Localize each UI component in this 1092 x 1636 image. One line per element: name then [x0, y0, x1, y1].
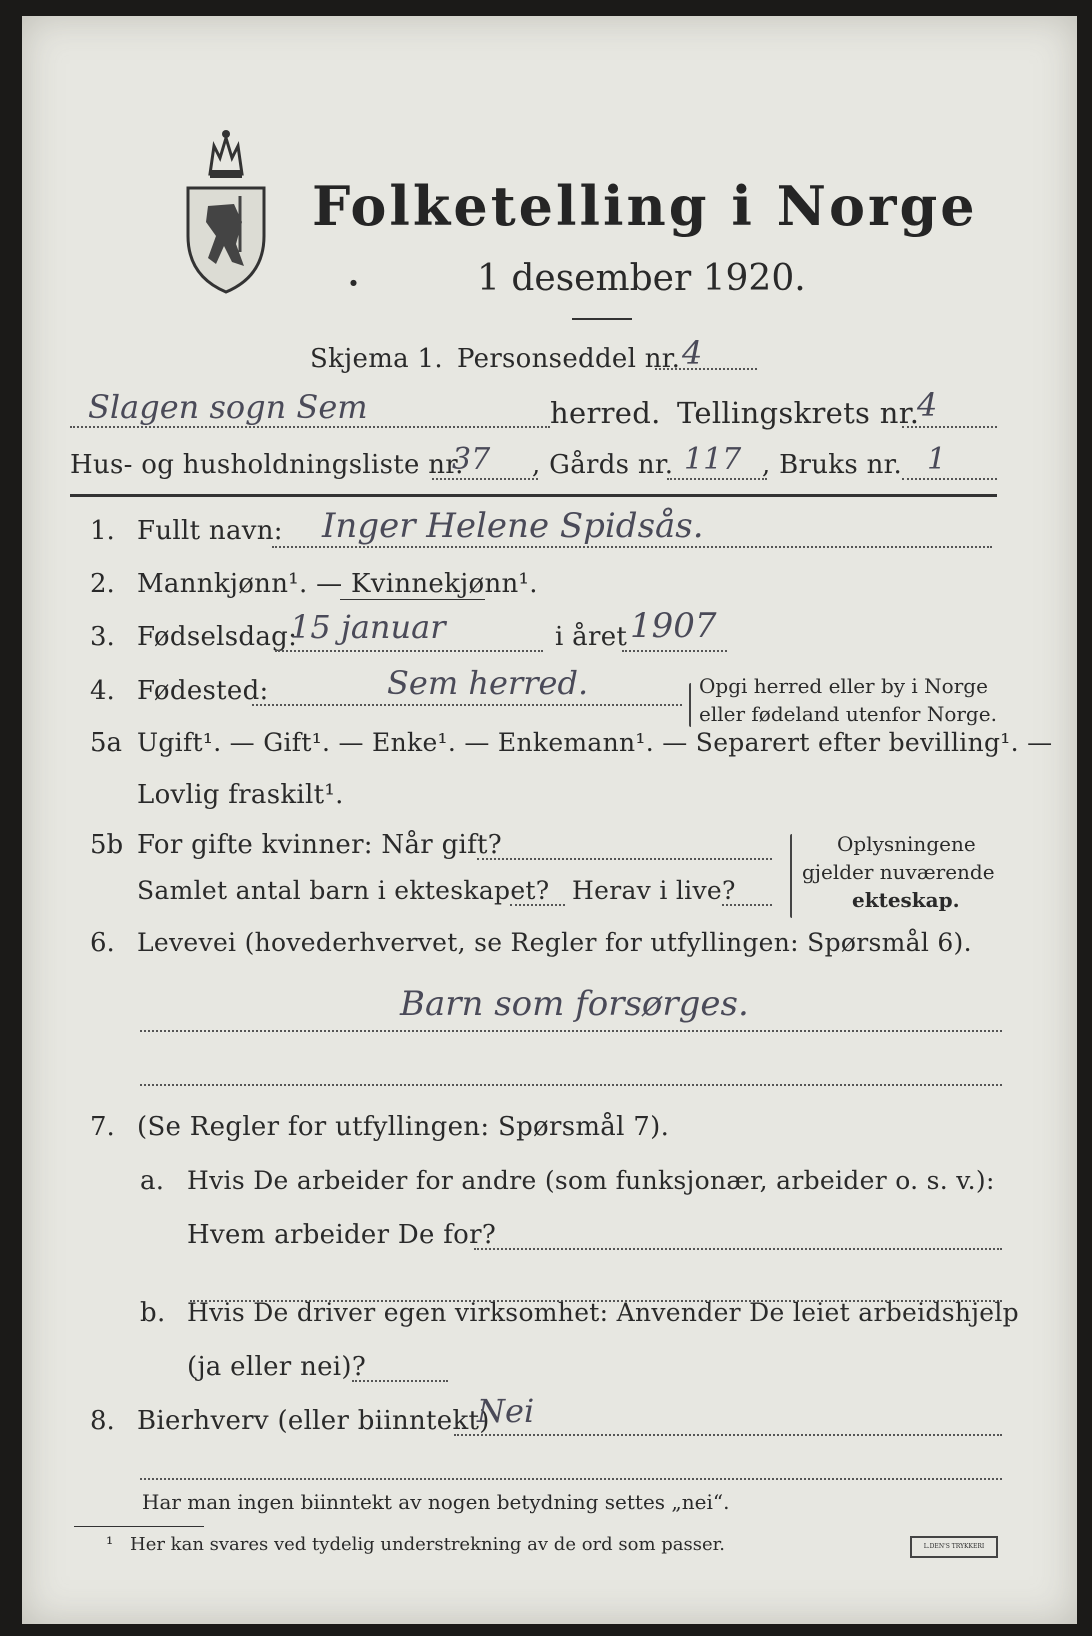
- census-date: 1 desember 1920.: [477, 258, 806, 299]
- occupation-value: Barn som forsørges.: [400, 984, 749, 1024]
- gards-label: , Gårds nr.: [532, 450, 674, 480]
- header-rule: [70, 494, 997, 497]
- bruks-value: 1: [927, 442, 947, 477]
- side-income-note: Har man ingen biinntekt av nogen betydning settes „nei“.: [142, 1490, 730, 1514]
- employer-question: Hvis De arbeider for andre (som funksjonær, arbeider o. s. v.):: [187, 1166, 995, 1195]
- footnote-rule: [74, 1526, 204, 1527]
- full-name-label: Fullt navn:: [137, 516, 283, 546]
- schema-label: Skjema 1.: [310, 344, 443, 374]
- form-title: Folketelling i Norge: [312, 174, 978, 238]
- title-divider: [572, 318, 632, 320]
- hired-help-label: (ja eller nei)?: [187, 1352, 367, 1382]
- gender-options: Mannkjønn¹. — Kvinnekjønn¹.: [137, 569, 538, 599]
- herred-value: Slagen sogn Sem: [88, 388, 368, 426]
- children-label: Samlet antal barn i ekteskapet?: [137, 876, 550, 905]
- year-label: i året: [555, 622, 628, 652]
- marital-status-divorced: Lovlig fraskilt¹.: [137, 780, 344, 810]
- herred-label: herred.: [550, 396, 661, 430]
- printer-stamp: L.DEN'S TRYKKERI: [910, 1536, 998, 1558]
- self-employed-question: Hvis De driver egen virksomhet: Anvender De leiet arbeidshjelp: [187, 1298, 1019, 1327]
- side-income-label: Bierhverv (eller biinntekt): [137, 1406, 490, 1436]
- marriage-note-1: Oplysningene: [837, 832, 976, 856]
- birthplace-note-2: eller fødeland utenfor Norge.: [699, 702, 997, 726]
- occupation-label: Levevei (hovederhvervet, se Regler for utfyllingen: Spørsmål 6).: [137, 928, 972, 957]
- hus-label: Hus- og husholdningsliste nr.: [70, 450, 464, 480]
- side-income-value: Nei: [477, 1392, 535, 1430]
- birthplace-value: Sem herred.: [387, 664, 589, 702]
- dot-mark: ●: [350, 278, 357, 287]
- tellingskrets-value: 4: [917, 386, 938, 424]
- personseddel-label: Personseddel nr.: [457, 344, 681, 374]
- gender-underline: [340, 599, 485, 600]
- employer-label: Hvem arbeider De for?: [187, 1220, 497, 1250]
- marriage-note-3: ekteskap.: [852, 888, 960, 912]
- personseddel-value: 4: [682, 334, 703, 372]
- marriage-note-2: gjelder nuværende: [802, 860, 995, 884]
- full-name-value: Inger Helene Spidsås.: [322, 506, 704, 546]
- birthdate-label: Fødselsdag:: [137, 622, 298, 652]
- marital-status-options: Ugift¹. — Gift¹. — Enke¹. — Enkemann¹. — Separert efter bevilling¹. —: [137, 728, 1053, 757]
- employment-label: (Se Regler for utfyllingen: Spørsmål 7).: [137, 1112, 670, 1142]
- birthplace-label: Fødested:: [137, 676, 269, 706]
- married-when-label: For gifte kvinner: Når gift?: [137, 830, 503, 860]
- norwegian-coat-of-arms-icon: [180, 126, 272, 294]
- birth-year-value: 1907: [630, 606, 717, 646]
- gards-value: 117: [684, 442, 742, 477]
- children-alive-label: Herav i live?: [572, 876, 736, 905]
- hus-value: 37: [452, 442, 491, 477]
- birthplace-note-1: Opgi herred eller by i Norge: [699, 674, 988, 698]
- birthdate-value: 15 januar: [290, 608, 446, 646]
- bruks-label: , Bruks nr.: [762, 450, 903, 480]
- tellingskrets-label: Tellingskrets nr.: [677, 396, 920, 430]
- footnote-text: Her kan svares ved tydelig understrekning av de ord som passer.: [130, 1534, 725, 1555]
- census-form: Folketelling i Norge ● 1 desember 1920. Skjema 1. Personseddel nr. 4 Slagen sogn Sem herred. Tellingskrets nr. 4 Hus- og husholdningsliste nr. 37 , Gårds nr. 117 , Bruks nr. 1 1. Fullt navn: Inger Helene Spidsås. 2. Mannkjønn¹. — Kvinnekjønn¹. 3. Fødselsdag: 15 januar i året 1907 4. Fødested: Sem herred. Opgi herred eller by i Norge eller fødeland utenfor Norge. 5a Ugift¹. — Gift¹. — Enke¹. — Enkemann¹. — Separert efter bevilling¹. — Lovlig fraskilt¹. 5b For gifte kvinner: Når gift? Samlet antal barn i ekteskapet? Herav i live? Oplysningene gjelder nuværende ekteskap. 6. Levevei (hovederhvervet, se Regler for utfyllingen: Spørsmål 6). Barn som forsørges. 7. (Se Regler for utfyllingen: Spørsmål 7). a. Hvis De arbeider for andre (som funksjonær, arbeider o. s. v.): Hvem arbeider De for? b. Hvis De driver egen virksomhet: Anvender De leiet arbeidshjelp (ja eller nei)? 8. Bierhverv (eller biinntekt) Nei Har man ingen biinntekt av nogen betydning settes „nei“. ¹ Her kan svares ved tydelig understrekning av de ord som passer. L.DEN'S TRYKKERI: [22, 16, 1077, 1624]
